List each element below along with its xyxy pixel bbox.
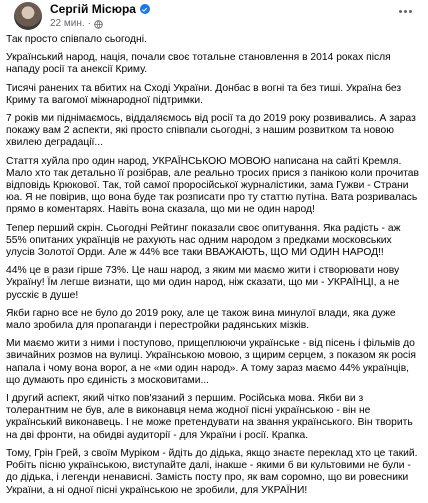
- post-paragraph: Український народ, нація, почали своє тотальне становлення в 2014 роках після нападу росії та анексії Криму.: [6, 52, 391, 76]
- post-paragraph: Тепер перший скрін. Сьогодні Рейтинг показали своє опитування. Яка радість - аж 55% опитаних українців не рахують нас одним народом з предками московських улусів Золотої Орди. Але ж 44% все таки ВВАЖАЮТЬ, ЩО МИ ОДИН НАРОД!!: [6, 222, 401, 259]
- post-paragraph: 44% це в рази гірше 73%. Це наш народ, з яким ми маємо жити і створювати нову Україну! Їм легше визнати, що ми один народ, ніж сказати, що ми - УКРАЇНЦІ, а не русскіє в душе!: [6, 265, 400, 301]
- post-header: [10, 0, 418, 34]
- post-paragraph: Ми маємо жити з ними і поступово, прищеплюючи українське - від пісень і фільмів до звичайних розмов на вулиці. Українською мовою, з щирим серцем, з показом як росія напала і чому вона ворог, а не «ми один народ». А тому зараз маємо 44% українців, що думають про єдиність з московитами...: [6, 338, 416, 386]
- post-time[interactable]: 22 мин.: [50, 18, 85, 29]
- post-paragraph: І другий аспект, який чітко пов'язаний з першим. Російська мова. Якби ви з толерантним не був, але в виконавця нема жодної пісні українською - він не український виконавець. І не може претендувати на звання українського. Він творить на дві фронти, на обидві аудиторії - для України і росії. Крапка.: [6, 393, 413, 441]
- verified-check-icon: [140, 4, 150, 14]
- author-avatar[interactable]: [14, 2, 42, 30]
- post-paragraph: Стаття хуйла про один народ, УКРАЇНСЬКОЮ МОВОЮ написана на сайті Кремля. Мало хто так детально її розібрав, але реально тросих прися з панікою коли прочитав відповідь Крюкової. Так, той самої проросійської журналістики, зама Гужви - Страни юа. Я не повірив, що вона буде так розписати про ту статтю путіна. Вата розривалась прямо в коментарях. Навіть вона сказала, що ми не один народ!: [6, 155, 419, 216]
- post-meta: [50, 18, 103, 30]
- meta-separator: ·: [87, 18, 92, 29]
- post-paragraph: 7 років ми піднімаємось, віддаляємось від росії та до 2019 року розвивались. А зараз покажу вам 2 аспекти, які просто співпали сьогодні, з нашим розвитком та новою хвилею деградації...: [6, 113, 416, 149]
- globe-icon[interactable]: [94, 20, 103, 29]
- post-paragraph: Тисячі ранених та вбитих на Сході України. Донбас в вогні та без тиші. Україна без Криму та вагомої міжнародної підтримки.: [6, 82, 402, 106]
- post-body: [6, 34, 420, 503]
- post-paragraph: Тому, Грін Грей, з своїм Муріком - йдіть до дідька, якщо знаєте переклад хто це такий. Робіть пісню українською, виступайте далі, інакше - якими б ви культовими не були - до дідька, і легенди ненависні. Замість посту про, як вам соромно, що ви ровесники України, а ні одної пісні українською не зробили, для УКРАЇНИ!: [6, 447, 418, 496]
- post-paragraph: Так просто співпало сьогодні.: [6, 34, 147, 45]
- author-row: [50, 2, 150, 16]
- author-name[interactable]: Сергій Місюра: [50, 2, 136, 16]
- more-options-icon[interactable]: [396, 4, 414, 18]
- post-paragraph: Якби гарно все не було до 2019 року, але це також вина минулої влади, яка дуже мало зробила для пропаганди і перестройки радянських мізків.: [6, 307, 396, 332]
